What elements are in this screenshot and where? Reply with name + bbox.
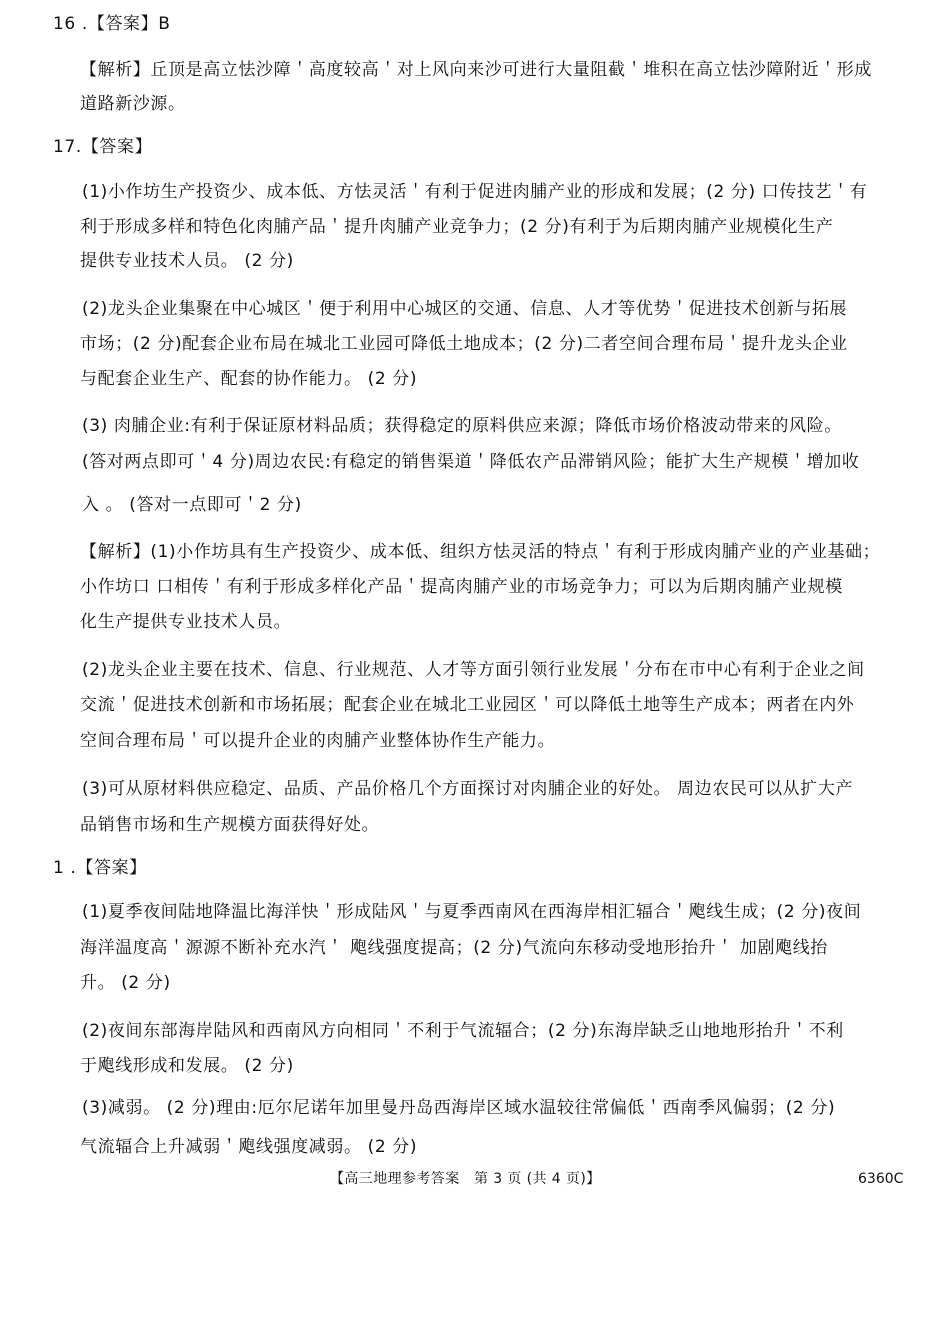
q1-answer-2-line-1: (2)夜间东部海岸陆风和西南风方向相同＇不利于气流辐合；(2 分)东海岸缺乏山地地形抬升＇不利 [82, 1021, 844, 1041]
q17-answer-3-line-2: (答对两点即可＇4 分)周边农民:有稳定的销售渠道＇降低农产品滞销风险；能扩大生产规模＇增加收 [82, 452, 860, 472]
q1-answer-1-line-1: (1)夏季夜间陆地降温比海洋快＇形成陆风＇与夏季西南风在西海岸相汇辐合＇飑线生成；(2 分)夜间 [82, 902, 862, 922]
q17-answer-2-line-3: 与配套企业生产、配套的协作能力。 (2 分) [80, 369, 418, 389]
q17-answer-heading: 17.【答案】 [53, 137, 153, 157]
q17-analysis-1-line-3: 化生产提供专业技术人员。 [80, 612, 292, 632]
q17-analysis-3-line-1: (3)可从原材料供应稳定、品质、产品价格几个方面探讨对肉脯企业的好处。 周边农民可以从扩大产 [82, 779, 854, 799]
q1-answer-heading: 1 .【答案】 [53, 858, 147, 878]
q17-answer-2-line-1: (2)龙头企业集聚在中心城区＇便于利用中心城区的交通、信息、人才等优势＇促进技术创新与拓展 [82, 299, 848, 319]
q17-analysis-1-line-1: 【解析】(1)小作坊具有生产投资少、成本低、组织方怯灵活的特点＇有利于形成肉脯产业的产业基础； [80, 542, 881, 562]
q17-analysis-2-line-1: (2)龙头企业主要在技术、信息、行业规范、人才等方面引领行业发展＇分布在市中心有利于企业之间 [82, 660, 865, 680]
q16-answer-heading: 16 .【答案】B [53, 14, 171, 34]
q17-analysis-1-line-2: 小作坊口 口相传＇有利于形成多样化产品＇提高肉脯产业的市场竞争力；可以为后期肉脯产业规模 [80, 577, 843, 597]
q1-answer-1-line-3: 升。 (2 分) [80, 973, 171, 993]
q17-answer-1-line-1: (1)小作坊生产投资少、成本低、方怯灵活＇有利于促进肉脯产业的形成和发展；(2 分) 口传技艺＇有 [82, 182, 868, 202]
page-footer-title: 【高三地理参考答案 第 3 页 (共 4 页)】 [330, 1171, 601, 1187]
q16-analysis-line-2: 道路新沙源。 [80, 94, 186, 114]
q17-answer-3-line-1: (3) 肉脯企业:有利于保证原材料品质；获得稳定的原料供应来源；降低市场价格波动带来的风险。 [82, 416, 842, 436]
q17-analysis-3-line-2: 品销售市场和生产规模方面获得好处。 [80, 815, 380, 835]
q17-answer-2-line-2: 市场；(2 分)配套企业布局在城北工业园可降低土地成本；(2 分)二者空间合理布局＇提升龙头企业 [80, 334, 848, 354]
q17-answer-3-line-3: 入 。 (答对一点即可＇2 分) [82, 495, 302, 515]
q1-answer-1-line-2: 海洋温度高＇源源不断补充水汽＇ 飑线强度提高；(2 分)气流向东移动受地形抬升＇ 加剧飑线抬 [80, 938, 828, 958]
q1-answer-3-line-1: (3)减弱。 (2 分)理由:厄尔尼诺年加里曼丹岛西海岸区域水温较往常偏低＇西南季风偏弱；(2 分) [82, 1098, 836, 1118]
q1-answer-3-line-2: 气流辐合上升减弱＇飑线强度减弱。 (2 分) [80, 1137, 418, 1157]
q17-analysis-2-line-3: 空间合理布局＇可以提升企业的肉脯产业整体协作生产能力。 [80, 731, 556, 751]
page-footer-code: 6360C [858, 1171, 904, 1187]
q16-analysis-line-1: 【解析】丘顶是高立怯沙障＇高度较高＇对上风向来沙可进行大量阻截＇堆积在高立怯沙障附近＇形成 [80, 60, 872, 80]
q1-answer-2-line-2: 于飑线形成和发展。 (2 分) [80, 1056, 294, 1076]
q17-answer-1-line-3: 提供专业技术人员。 (2 分) [80, 251, 294, 271]
q17-answer-1-line-2: 利于形成多样和特色化肉脯产品＇提升肉脯产业竞争力；(2 分)有利于为后期肉脯产业规模化生产 [80, 217, 834, 237]
q17-analysis-2-line-2: 交流＇促进技术创新和市场拓展；配套企业在城北工业园区＇可以降低土地等生产成本；两者在内外 [80, 695, 855, 715]
